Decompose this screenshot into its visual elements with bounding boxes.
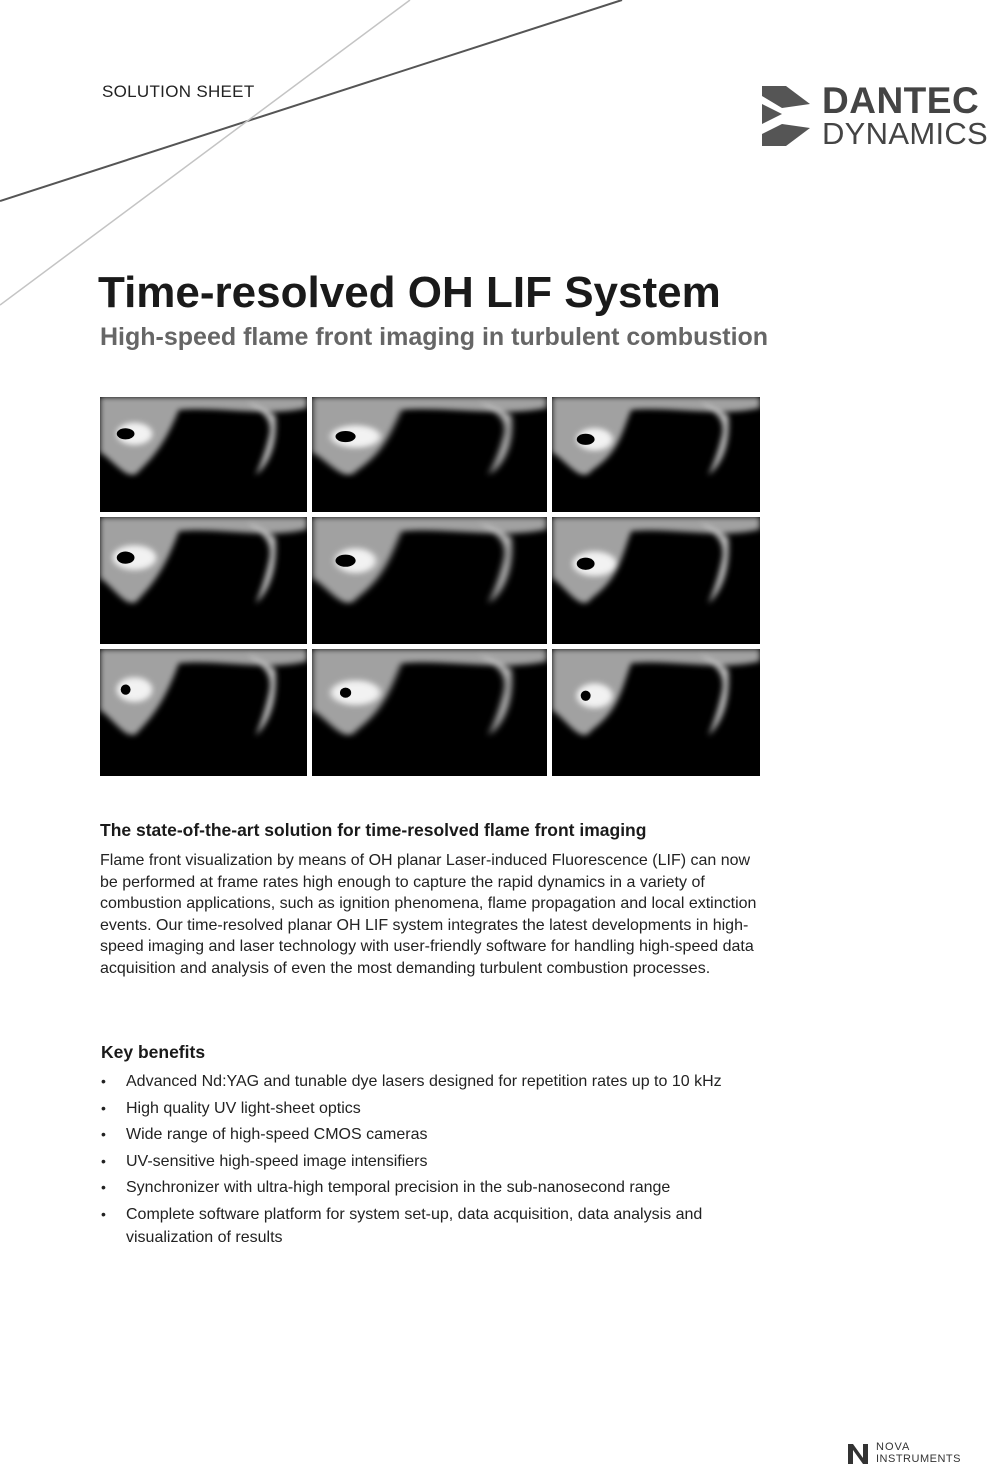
- list-item: [100, 1176, 772, 1199]
- bullet-icon: •: [101, 1152, 106, 1169]
- section-heading: The state-of-the-art solution for time-resolved flame front imaging: [100, 820, 647, 840]
- flame-front-icon: [100, 397, 307, 512]
- flame-front-icon: [312, 649, 547, 776]
- flame-image-tile: [100, 397, 307, 512]
- dantec-logo-icon: [760, 84, 812, 148]
- list-item-text: Complete software platform for system set-up, data acquisition, data analysis and visualization of results: [126, 1205, 703, 1246]
- dantec-dynamics-logo: [760, 82, 990, 152]
- bullet-icon: •: [101, 1205, 106, 1222]
- bullet-icon: •: [101, 1073, 106, 1089]
- flame-front-icon: [100, 517, 307, 644]
- instruments-text: INSTRUMENTS: [876, 1453, 961, 1465]
- sheet-type-label: SOLUTION SHEET: [102, 82, 255, 101]
- flame-front-icon: [552, 649, 760, 776]
- bullet-icon: •: [101, 1099, 106, 1116]
- flame-front-icon: [312, 517, 547, 644]
- list-item-text: High quality UV light-sheet optics: [126, 1099, 361, 1117]
- key-benefits-list: [100, 1070, 772, 1252]
- bullet-icon: •: [101, 1179, 106, 1195]
- flame-image-tile: [312, 397, 547, 512]
- flame-image-grid: [100, 397, 760, 776]
- logo-text-dantec: DANTEC: [822, 80, 980, 121]
- nova-logo-icon: [846, 1442, 870, 1466]
- list-item-text: Synchronizer with ultra-high temporal precision in the sub-nanosecond range: [126, 1179, 671, 1196]
- nova-text: NOVA: [876, 1441, 911, 1453]
- flame-image-tile: [100, 517, 307, 644]
- list-item: [100, 1203, 772, 1249]
- nova-instruments-logo: [846, 1441, 1000, 1467]
- flame-image-tile: [552, 649, 760, 776]
- list-item: [100, 1150, 772, 1173]
- list-item-text: UV-sensitive high-speed image intensifiers: [126, 1152, 428, 1170]
- page-title: Time-resolved OH LIF System: [98, 268, 721, 317]
- list-item-text: Advanced Nd:YAG and tunable dye lasers designed for repetition rates up to 10 kHz: [126, 1073, 722, 1090]
- flame-front-icon: [100, 649, 307, 776]
- list-item: [100, 1070, 772, 1093]
- list-item-text: Wide range of high-speed CMOS cameras: [126, 1126, 428, 1143]
- intro-paragraph: Flame front visualization by means of OH planar Laser-induced Fluorescence (LIF) can now be performed at frame rates high enough to capture the rapid dynamics in a variety of combustion applications, such as ignition phenomena, flame propagation and local extinction events. Our time-resolved planar OH LIF system integrates the latest developments in high-speed imaging and laser technology with user-friendly software for handling high-speed data acquisition and analysis of even the most demanding turbulent combustion processes.: [100, 852, 757, 977]
- flame-image-tile: [552, 397, 760, 512]
- flame-image-tile: [552, 517, 760, 644]
- key-benefits-heading: Key benefits: [101, 1042, 206, 1062]
- flame-front-icon: [552, 517, 760, 644]
- flame-front-icon: [552, 397, 760, 512]
- list-item: [100, 1123, 772, 1146]
- flame-front-icon: [312, 397, 547, 512]
- flame-image-tile: [312, 517, 547, 644]
- list-item: [100, 1097, 772, 1120]
- flame-image-tile: [100, 649, 307, 776]
- logo-text-dynamics: DYNAMICS: [822, 116, 989, 151]
- bullet-icon: •: [101, 1126, 106, 1142]
- flame-image-tile: [312, 649, 547, 776]
- page-subtitle: High-speed flame front imaging in turbulent combustion: [100, 323, 769, 351]
